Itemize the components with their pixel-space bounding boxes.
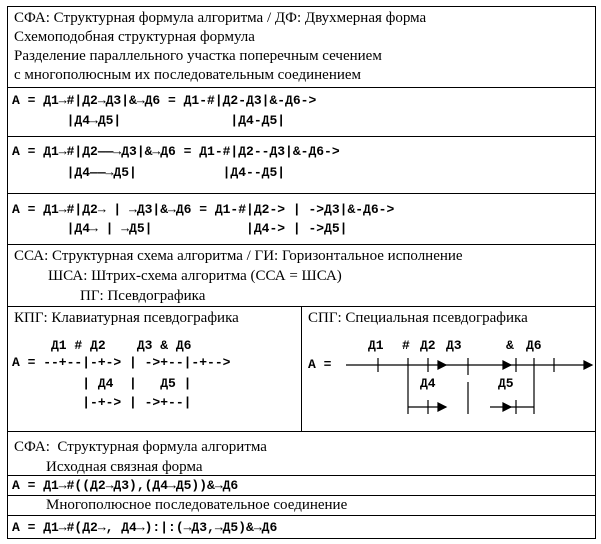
formula-3-line-2: |Д4→ | →Д5| |Д4-> | ->Д5| bbox=[12, 221, 348, 236]
spg-label-d2: Д2 bbox=[420, 338, 436, 353]
kpg-cell bbox=[7, 306, 302, 432]
formula-3-cell bbox=[7, 193, 596, 245]
kpg-title: КПГ: Клавиатурная псевдографика bbox=[14, 310, 239, 326]
spg-label-d3: Д3 bbox=[446, 338, 462, 353]
multipole-label: Многополюсное последовательное соединение bbox=[46, 497, 348, 513]
spg-diagram bbox=[302, 307, 596, 432]
header-line-1: СФА: Структурная формула алгоритма / ДФ: Двухмерная форма bbox=[14, 10, 427, 26]
kpg-line-2: A = --+--|-+-> | ->+--|-+--> bbox=[12, 355, 231, 370]
ssa-cell bbox=[7, 244, 596, 307]
spg-label-d6: Д6 bbox=[526, 338, 542, 353]
kpg-line-3: | Д4 | Д5 | bbox=[12, 376, 192, 391]
formula-b: A = Д1→#(Д2→, Д4→):|:(→Д3,→Д5)&→Д6 bbox=[12, 520, 278, 535]
header-line-2: Схемоподобная структурная формула bbox=[14, 29, 255, 45]
kpg-line-1: Д1 # Д2 Д3 & Д6 bbox=[12, 338, 192, 353]
pg-text: ПГ: Псевдографика bbox=[80, 288, 206, 304]
formula-2-line-2: |Д4——→Д5| |Д4--Д5| bbox=[12, 165, 286, 180]
header-line-3: Разделение параллельного участка поперечным сечением bbox=[14, 48, 382, 64]
ssa-text: ССА: Структурная схема алгоритма / ГИ: Горизонтальное исполнение bbox=[14, 248, 463, 264]
formula-1-line-1: A = Д1→#|Д2→Д3|&→Д6 = Д1-#|Д2-Д3|&-Д6-> bbox=[12, 93, 317, 108]
spg-label-d4: Д4 bbox=[420, 376, 436, 391]
formula-b-cell bbox=[7, 515, 596, 539]
formula-2-line-1: A = Д1→#|Д2——→Д3|&→Д6 = Д1-#|Д2--Д3|&-Д6-> bbox=[12, 144, 340, 159]
arrow-icon bbox=[438, 361, 446, 369]
kpg-line-4: |-+-> | ->+--| bbox=[12, 395, 192, 410]
header-line-4: с многополюсным их последовательным соединением bbox=[14, 67, 362, 83]
arrow-icon bbox=[584, 361, 592, 369]
spg-cell bbox=[301, 306, 596, 432]
algorithm-notation-table bbox=[7, 6, 596, 539]
multipole-label-cell bbox=[7, 495, 596, 517]
spg-a-label: A = bbox=[308, 357, 332, 372]
sfa-title: СФА: Структурная формула алгоритма bbox=[14, 439, 267, 455]
arrow-icon bbox=[438, 403, 446, 411]
spg-title: СПГ: Специальная псевдографика bbox=[308, 310, 528, 326]
spg-label-d1: Д1 bbox=[368, 338, 384, 353]
arrow-icon bbox=[503, 361, 511, 369]
formula-1-line-2: |Д4→Д5| |Д4-Д5| bbox=[12, 113, 286, 128]
formula-2-cell bbox=[7, 136, 596, 194]
formula-a: A = Д1→#((Д2→Д3),(Д4→Д5))&→Д6 bbox=[12, 478, 239, 493]
spg-label-hash: # bbox=[402, 338, 410, 353]
initial-form-label: Исходная связная форма bbox=[46, 459, 203, 475]
shsa-text: ШСА: Штрих-схема алгоритма (ССА = ШСА) bbox=[48, 268, 342, 284]
spg-label-amp: & bbox=[506, 338, 514, 353]
formula-1-cell bbox=[7, 87, 596, 137]
formula-3-line-1: A = Д1→#|Д2→ | →Д3|&→Д6 = Д1-#|Д2-> | ->Д3|&-Д6-> bbox=[12, 202, 395, 217]
spg-label-d5: Д5 bbox=[498, 376, 514, 391]
formula-a-cell bbox=[7, 475, 596, 496]
header-cell bbox=[7, 6, 596, 88]
arrow-icon bbox=[503, 403, 511, 411]
